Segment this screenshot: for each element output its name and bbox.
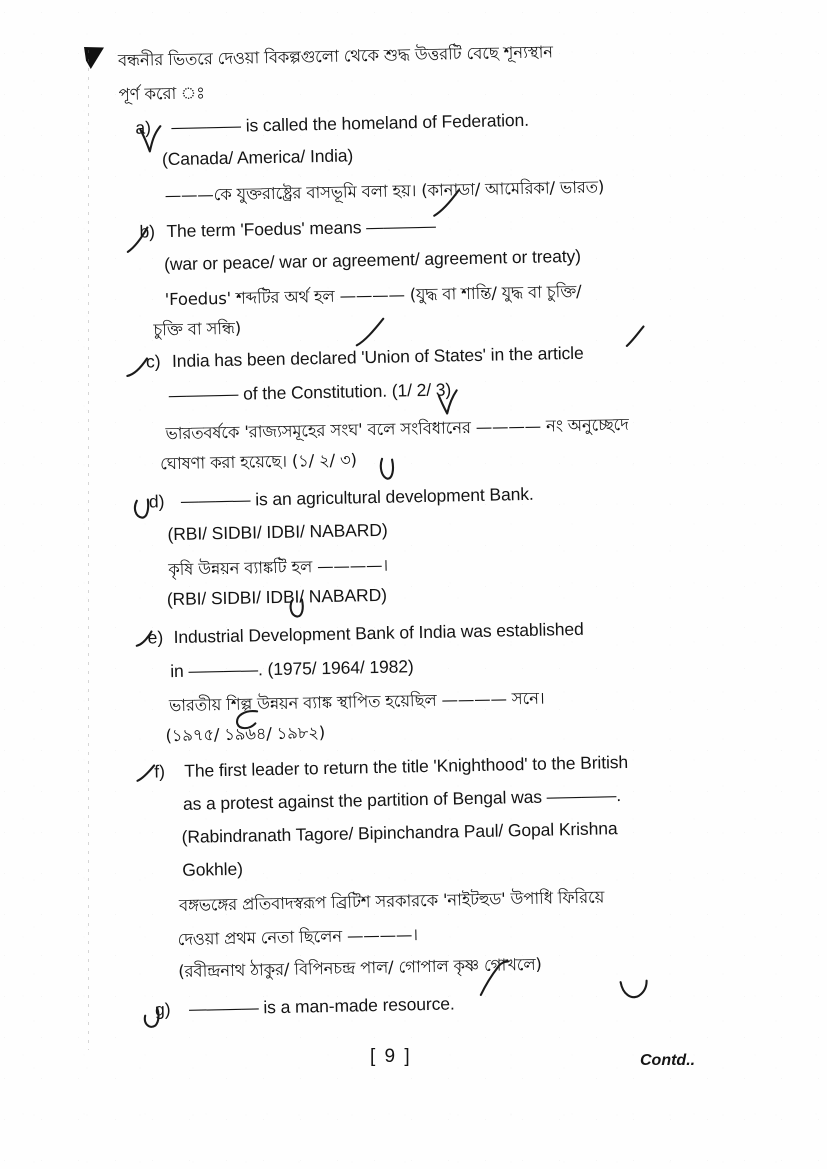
item-label-f: f) [154,761,166,782]
instruction-line-1: বন্ধনীর ভিতরে দেওয়া বিকল্পগুলো থেকে শুদ্ধ উত্তরটি বেছে শূন্যস্থান [117,42,554,71]
continuation-note: Contd.. [640,1052,696,1069]
item-e-en-line-2: in ————. (1975/ 1964/ 1982) [170,656,414,682]
item-d-en-line-1: ———— is an agricultural development Bank. [180,483,534,511]
item-a-en-line-1: ———— is called the homeland of Federation. [171,109,530,137]
instruction-line-2: পূর্ণ করো ঃ [118,83,205,105]
item-g-en-line-1: ———— is a man-made resource. [188,993,455,1019]
item-f-en-line-2: as a protest against the partition of Bengal was ————. [182,785,622,814]
item-f-bn-line-1: বঙ্গভঙ্গের প্রতিবাদস্বরূপ ব্রিটিশ সরকারকে 'নাইটহুড' উপাধি ফিরিয়ে [178,887,605,915]
item-b-bn-line-2: চুক্তি বা সন্ধি) [153,318,242,340]
item-f-en-line-4: Gokhle) [182,858,244,880]
item-f-bn-line-3: (রবীন্দ্রনাথ ঠাকুর/ বিপিনচন্দ্র পাল/ গোপাল কৃষ্ণ গোখলে) [178,954,542,982]
item-label-c: c) [145,351,161,372]
item-f-bn-line-2: দেওয়া প্রথম নেতা ছিলেন ————। [177,925,419,950]
pen-stray-mark-right [625,325,656,356]
item-c-en-line-1: India has been declared 'Union of States' in the article [171,342,584,372]
item-label-a: a) [135,117,152,138]
item-label-e: e) [147,627,164,648]
item-label-b: b) [139,221,156,242]
item-c-en-line-2: ———— of the Constitution. (1/ 2/ 3) [168,379,452,406]
pen-stray-mark-lower-right [619,979,656,1006]
item-label-d: d) [148,491,165,512]
item-b-bn-line-1: 'Foedus' শব্দটির অর্থ হল ———— (যুদ্ধ বা শান্তি/ যুদ্ধ বা চুক্তি/ [164,281,582,310]
item-a-bn-line-1: ———কে যুক্তরাষ্ট্রের বাসভূমি বলা হয়। (কানাডা/ আমেরিকা/ ভারত) [164,177,605,206]
item-f-en-line-3: (Rabindranath Tagore/ Bipinchandra Paul/ Gopal Krishna [181,818,618,847]
item-c-bn-line-1: ভারতবর্ষকে 'রাজ্যসমূহের সংঘ' বলে সংবিধানের ———— নং অনুচ্ছেদে [165,414,629,444]
item-d-bn-line-2: (RBI/ SIDBI/ IDBI/ NABARD) [166,584,388,610]
item-a-en-line-2: (Canada/ America/ India) [161,145,354,170]
item-f-en-line-1: The first leader to return the title 'Knighthood' to the British [184,751,629,781]
page-number: [ 9 ] [370,1046,412,1067]
item-b-en-line-1: The term 'Foedus' means ———— [166,215,436,242]
item-d-en-line-2: (RBI/ SIDBI/ IDBI/ NABARD) [167,519,388,545]
item-e-bn-line-1: ভারতীয় শিল্প উন্নয়ন ব্যাঙ্ক স্থাপিত হয়েছিল ———— সনে। [168,688,545,716]
item-e-bn-line-2: (১৯৭৫/ ১৯৬৪/ ১৯৮২) [165,723,326,746]
item-d-bn-line-1: কৃষি উন্নয়ন ব্যাঙ্কটি হল ————। [168,555,389,580]
item-c-bn-line-2: ঘোষণা করা হয়েছে। (১/ ২/ ৩) [159,450,357,474]
item-b-en-line-2: (war or peace/ war or agreement/ agreement or treaty) [163,245,582,275]
item-label-g: g) [154,999,171,1020]
item-e-en-line-1: Industrial Development Bank of India was established [173,618,584,648]
